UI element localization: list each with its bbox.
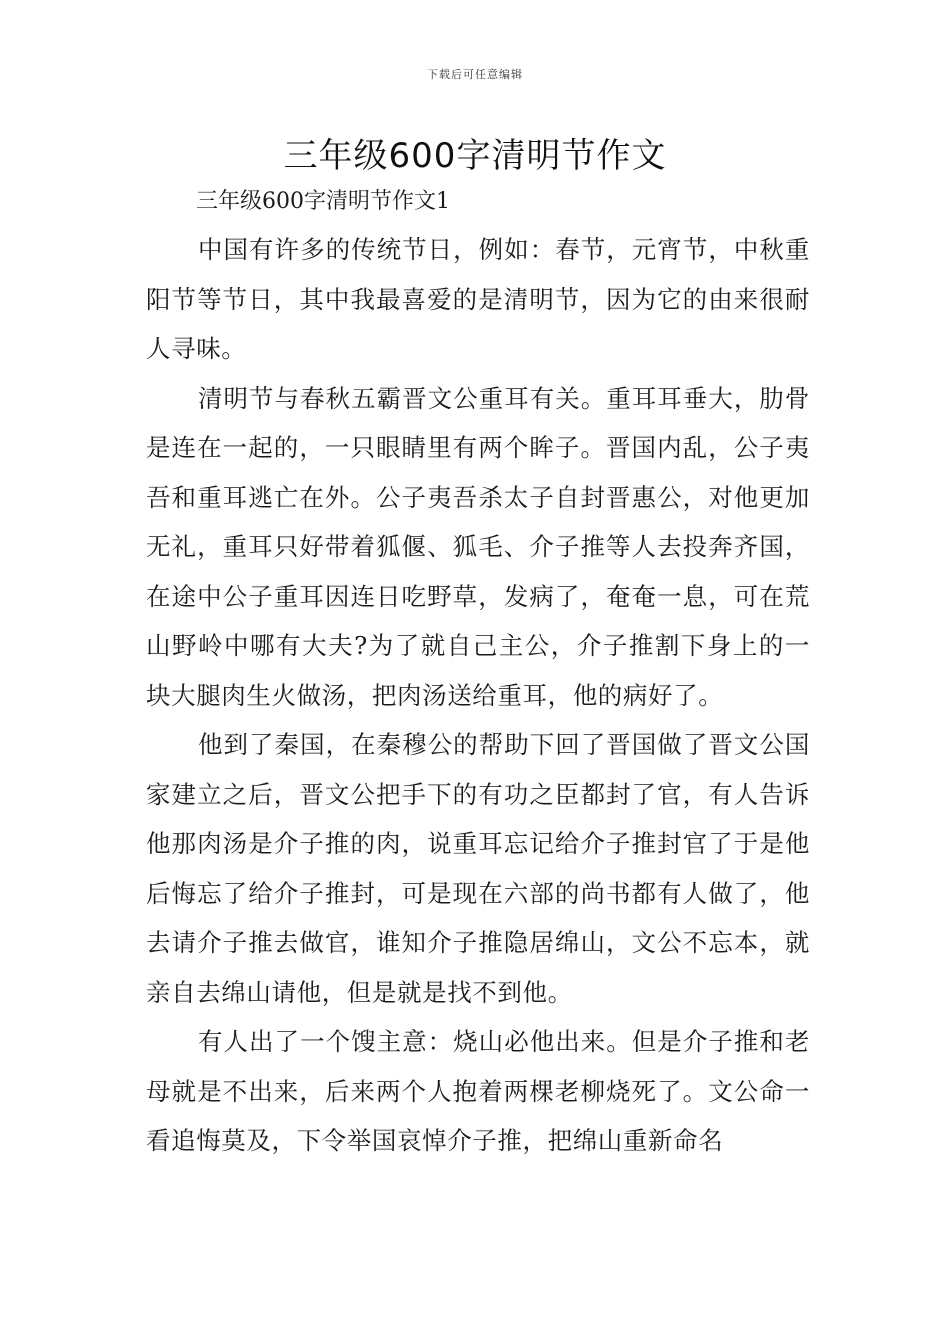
paragraph-2: 清明节与春秋五霸晋文公重耳有关。重耳耳垂大，肋骨是连在一起的，一只眼睛里有两个眸子。晋国内乱，公子夷吾和重耳逃亡在外。公子夷吾杀太子自封晋惠公，对他更加无礼，重耳只好带着狐偃、狐毛、介子推等人去投奔齐国，在途中公子重耳因连日吃野草，发病了，奄奄一息，可在荒山野岭中哪有大夫?为了就自己主公，介子推割下身上的一块大腿肉生火做汤，把肉汤送给重耳，他的病好了。 [146, 383, 810, 710]
document-title: 三年级600字清明节作文 [283, 136, 667, 176]
essay-subtitle: 三年级600字清明节作文1 [196, 189, 450, 214]
header-note: 下载后可任意编辑 [427, 68, 523, 81]
paragraph-4: 有人出了一个馊主意：烧山必他出来。但是介子推和老母就是不出来，后来两个人抱着两棵老柳烧死了。文公命一看追悔莫及，下令举国哀悼介子推，把绵山重新命名 [146, 1027, 810, 1155]
paragraph-3: 他到了秦国，在秦穆公的帮助下回了晋国做了晋文公国家建立之后，晋文公把手下的有功之臣都封了官，有人告诉他那肉汤是介子推的肉，说重耳忘记给介子推封官了于是他后悔忘了给介子推封，可是现在六部的尚书都有人做了，他去请介子推去做官，谁知介子推隐居绵山，文公不忘本，就亲自去绵山请他，但是就是找不到他。 [146, 730, 810, 1007]
essay-body [146, 225, 810, 1166]
paragraph-1: 中国有许多的传统节日，例如：春节，元宵节，中秋重阳节等节日，其中我最喜爱的是清明节，因为它的由来很耐人寻味。 [146, 235, 810, 363]
